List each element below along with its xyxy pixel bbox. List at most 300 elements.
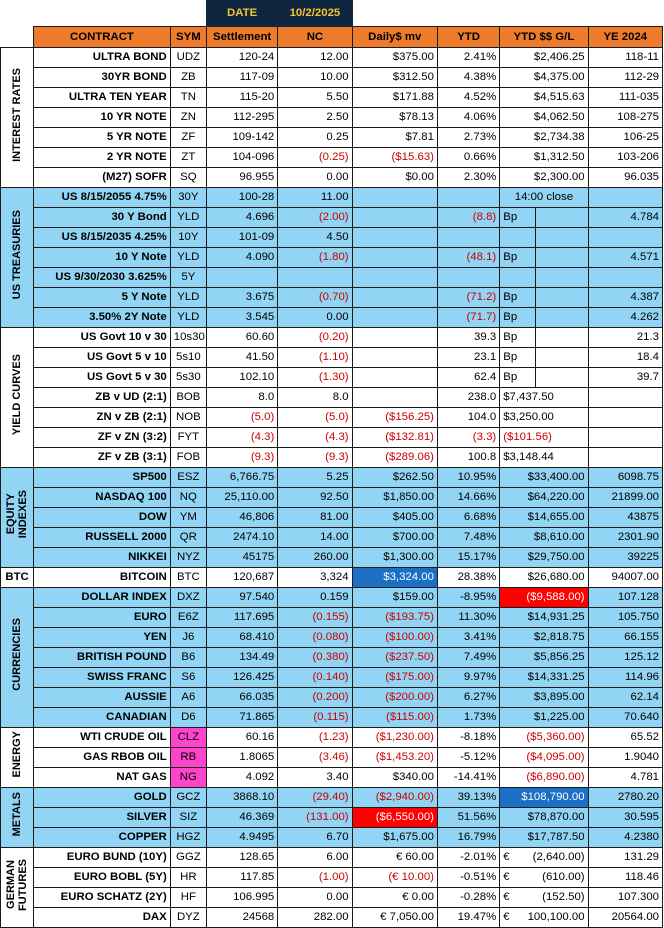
blank-cell bbox=[536, 348, 588, 368]
contract-name: 30YR BOND bbox=[34, 68, 171, 88]
currency-symbol: € bbox=[503, 891, 510, 903]
net-change-value: (0.380) bbox=[278, 648, 352, 668]
symbol: QR bbox=[170, 528, 206, 548]
contract-name: ZN v ZB (2:1) bbox=[34, 408, 171, 428]
table-row bbox=[1, 468, 663, 488]
daily-mv-value bbox=[352, 248, 437, 268]
group-label-equity bbox=[1, 468, 34, 568]
daily-mv-value: € 60.00 bbox=[352, 848, 437, 868]
ytd-gl-value bbox=[500, 868, 588, 888]
ye2024-value: 4.262 bbox=[588, 308, 662, 328]
ye2024-value: 65.52 bbox=[588, 728, 662, 748]
contract-name: DOW bbox=[34, 508, 171, 528]
ye2024-value: 4.2380 bbox=[588, 828, 662, 848]
table-row bbox=[1, 48, 663, 68]
net-change-value: (0.200) bbox=[278, 688, 352, 708]
settlement-value bbox=[206, 268, 277, 288]
symbol: HGZ bbox=[170, 828, 206, 848]
contract-name: NIKKEI bbox=[34, 548, 171, 568]
settlement-value: (9.3) bbox=[206, 448, 277, 468]
symbol: E6Z bbox=[170, 608, 206, 628]
daily-mv-value: ($1,453.20) bbox=[352, 748, 437, 768]
net-change-value: 10.00 bbox=[278, 68, 352, 88]
daily-mv-value bbox=[352, 388, 437, 408]
symbol: NYZ bbox=[170, 548, 206, 568]
contract-name: DOLLAR INDEX bbox=[34, 588, 171, 608]
group-label-yield-curves bbox=[1, 328, 34, 468]
settlement-value: 45175 bbox=[206, 548, 277, 568]
net-change-value: (1.80) bbox=[278, 248, 352, 268]
daily-mv-value: € 0.00 bbox=[352, 888, 437, 908]
symbol: ZT bbox=[170, 148, 206, 168]
symbol: ESZ bbox=[170, 468, 206, 488]
unit-label bbox=[500, 228, 536, 248]
contract-name: ZB v UD (2:1) bbox=[34, 388, 171, 408]
group-label-text: EQUITY INDEXES bbox=[5, 490, 30, 539]
ytd-gl-value: $2,818.75 bbox=[500, 628, 588, 648]
table-row bbox=[1, 248, 663, 268]
ytd-gl-value: $64,220.00 bbox=[500, 488, 588, 508]
settlement-value: 24568 bbox=[206, 908, 277, 928]
group-label-text: CURRENCIES bbox=[11, 618, 24, 691]
settlement-value: 4.090 bbox=[206, 248, 277, 268]
table-row bbox=[1, 688, 663, 708]
table-row bbox=[1, 768, 663, 788]
contract-name: RUSSELL 2000 bbox=[34, 528, 171, 548]
table-row bbox=[1, 348, 663, 368]
table-row bbox=[1, 488, 663, 508]
close-note: 14:00 close bbox=[500, 188, 588, 208]
unit-label bbox=[500, 268, 536, 288]
ytd-gl-value bbox=[500, 908, 588, 928]
ytd-gl-value: $4,515.63 bbox=[500, 88, 588, 108]
daily-mv-value bbox=[352, 208, 437, 228]
ytd-value: 19.47% bbox=[437, 908, 499, 928]
net-change-value: (0.155) bbox=[278, 608, 352, 628]
col-contract: CONTRACT bbox=[34, 27, 171, 48]
unit-label: Bp bbox=[500, 348, 536, 368]
settlement-value: 97.540 bbox=[206, 588, 277, 608]
daily-mv-value bbox=[352, 308, 437, 328]
ye2024-value bbox=[588, 228, 662, 248]
symbol: YLD bbox=[170, 208, 206, 228]
contract-name: NASDAQ 100 bbox=[34, 488, 171, 508]
daily-mv-value: $171.88 bbox=[352, 88, 437, 108]
col-nc: NC bbox=[278, 27, 352, 48]
daily-mv-value: $375.00 bbox=[352, 48, 437, 68]
ye2024-value: 1.9040 bbox=[588, 748, 662, 768]
ye2024-value: 4.781 bbox=[588, 768, 662, 788]
symbol: 5Y bbox=[170, 268, 206, 288]
symbol: 5s30 bbox=[170, 368, 206, 388]
settlement-value: 71.865 bbox=[206, 708, 277, 728]
ytd-value bbox=[437, 268, 499, 288]
table-row bbox=[1, 388, 663, 408]
table-row bbox=[1, 828, 663, 848]
ye2024-value: 114.96 bbox=[588, 668, 662, 688]
ytd-gl-value: $3,148.44 bbox=[500, 448, 588, 468]
contract-name: BRITISH POUND bbox=[34, 648, 171, 668]
net-change-value: 11.00 bbox=[278, 188, 352, 208]
net-change-value: (0.70) bbox=[278, 288, 352, 308]
daily-mv-value: $1,850.00 bbox=[352, 488, 437, 508]
net-change-value: (0.115) bbox=[278, 708, 352, 728]
ye2024-value: 4.387 bbox=[588, 288, 662, 308]
table-row bbox=[1, 588, 663, 608]
table-row bbox=[1, 548, 663, 568]
daily-mv-value: $159.00 bbox=[352, 588, 437, 608]
contract-name: 5 Y Note bbox=[34, 288, 171, 308]
ytd-value: 4.38% bbox=[437, 68, 499, 88]
ye2024-value: 43875 bbox=[588, 508, 662, 528]
contract-name: US 9/30/2030 3.625% bbox=[34, 268, 171, 288]
settlement-value: 60.60 bbox=[206, 328, 277, 348]
table-row bbox=[1, 88, 663, 108]
ye2024-value: 4.784 bbox=[588, 208, 662, 228]
contract-name: ULTRA BOND bbox=[34, 48, 171, 68]
ye2024-value: 94007.00 bbox=[588, 568, 662, 588]
ytd-value: -8.95% bbox=[437, 588, 499, 608]
ye2024-value: 106-25 bbox=[588, 128, 662, 148]
symbol: BOB bbox=[170, 388, 206, 408]
ye2024-value: 39.7 bbox=[588, 368, 662, 388]
blank-cell bbox=[536, 248, 588, 268]
settlement-value: 117-09 bbox=[206, 68, 277, 88]
contract-name: US 8/15/2035 4.25% bbox=[34, 228, 171, 248]
ye2024-value: 111-035 bbox=[588, 88, 662, 108]
contract-name: 2 YR NOTE bbox=[34, 148, 171, 168]
ye2024-value: 96.035 bbox=[588, 168, 662, 188]
ye2024-value: 131.29 bbox=[588, 848, 662, 868]
ytd-value: 7.49% bbox=[437, 648, 499, 668]
table-row bbox=[1, 568, 663, 588]
net-change-value: 5.50 bbox=[278, 88, 352, 108]
symbol: S6 bbox=[170, 668, 206, 688]
ytd-value: (71.7) bbox=[437, 308, 499, 328]
contract-name: CANADIAN bbox=[34, 708, 171, 728]
table-row bbox=[1, 748, 663, 768]
settlement-value: 106.995 bbox=[206, 888, 277, 908]
symbol: YLD bbox=[170, 248, 206, 268]
ytd-gl-value bbox=[500, 848, 588, 868]
net-change-value: 92.50 bbox=[278, 488, 352, 508]
ye2024-value: 105.750 bbox=[588, 608, 662, 628]
ye2024-value: 62.14 bbox=[588, 688, 662, 708]
col-ytd-gl: YTD $$ G/L bbox=[500, 27, 588, 48]
symbol: 10Y bbox=[170, 228, 206, 248]
net-change-value: 2.50 bbox=[278, 108, 352, 128]
ytd-gl-value: $14,931.25 bbox=[500, 608, 588, 628]
table-row bbox=[1, 888, 663, 908]
ye2024-value: 18.4 bbox=[588, 348, 662, 368]
ytd-value: -5.12% bbox=[437, 748, 499, 768]
currency-symbol: € bbox=[503, 851, 510, 863]
table-row bbox=[1, 128, 663, 148]
group-label-us-treasuries bbox=[1, 188, 34, 328]
contract-name: US 8/15/2055 4.75% bbox=[34, 188, 171, 208]
symbol: D6 bbox=[170, 708, 206, 728]
symbol: HF bbox=[170, 888, 206, 908]
col-daily: Daily$ mv bbox=[352, 27, 437, 48]
ytd-value: 28.38% bbox=[437, 568, 499, 588]
ytd-value: 15.17% bbox=[437, 548, 499, 568]
net-change-value: (5.0) bbox=[278, 408, 352, 428]
ytd-value: -14.41% bbox=[437, 768, 499, 788]
settlement-value: (5.0) bbox=[206, 408, 277, 428]
table-row bbox=[1, 68, 663, 88]
settlement-value: 112-295 bbox=[206, 108, 277, 128]
ye2024-value: 107.128 bbox=[588, 588, 662, 608]
ytd-gl-value: $5,856.25 bbox=[500, 648, 588, 668]
ye2024-value: 4.571 bbox=[588, 248, 662, 268]
net-change-value: (1.23) bbox=[278, 728, 352, 748]
group-label-text: METALS bbox=[11, 792, 24, 837]
settlement-value: 1.8065 bbox=[206, 748, 277, 768]
date-row bbox=[1, 1, 663, 27]
contract-name: 5 YR NOTE bbox=[34, 128, 171, 148]
contract-name: GAS RBOB OIL bbox=[34, 748, 171, 768]
ytd-value: 10.95% bbox=[437, 468, 499, 488]
table-row bbox=[1, 108, 663, 128]
net-change-value: 0.00 bbox=[278, 888, 352, 908]
contract-name: YEN bbox=[34, 628, 171, 648]
net-change-value: (1.10) bbox=[278, 348, 352, 368]
ye2024-value: 118-11 bbox=[588, 48, 662, 68]
settlement-value: 96.955 bbox=[206, 168, 277, 188]
currency-symbol: € bbox=[503, 911, 510, 923]
contract-name: US Govt 5 v 30 bbox=[34, 368, 171, 388]
ye2024-value: 125.12 bbox=[588, 648, 662, 668]
table-row bbox=[1, 908, 663, 928]
contract-name: WTI CRUDE OIL bbox=[34, 728, 171, 748]
symbol: NG bbox=[170, 768, 206, 788]
symbol: YLD bbox=[170, 308, 206, 328]
ytd-value: 104.0 bbox=[437, 408, 499, 428]
symbol: 5s10 bbox=[170, 348, 206, 368]
net-change-value: (4.3) bbox=[278, 428, 352, 448]
table-row bbox=[1, 448, 663, 468]
net-change-value: (131.00) bbox=[278, 808, 352, 828]
contract-name: 10 YR NOTE bbox=[34, 108, 171, 128]
ye2024-value bbox=[588, 268, 662, 288]
ytd-value: 39.3 bbox=[437, 328, 499, 348]
ytd-gl-value: $2,406.25 bbox=[500, 48, 588, 68]
ytd-gl-value: $4,062.50 bbox=[500, 108, 588, 128]
ye2024-value: 112-29 bbox=[588, 68, 662, 88]
col-settlement: Settlement bbox=[206, 27, 277, 48]
ye2024-value: 30.595 bbox=[588, 808, 662, 828]
daily-mv-value: ($289.06) bbox=[352, 448, 437, 468]
settlement-value: 117.85 bbox=[206, 868, 277, 888]
group-label-metals bbox=[1, 788, 34, 848]
contract-name: US Govt 10 v 30 bbox=[34, 328, 171, 348]
net-change-value: (1.00) bbox=[278, 868, 352, 888]
settlement-value: 68.410 bbox=[206, 628, 277, 648]
contract-name: ZF v ZN (3:2) bbox=[34, 428, 171, 448]
ytd-value: 62.4 bbox=[437, 368, 499, 388]
symbol: DYZ bbox=[170, 908, 206, 928]
table-row bbox=[1, 648, 663, 668]
settlement-value: 109-142 bbox=[206, 128, 277, 148]
daily-mv-value: € 7,050.00 bbox=[352, 908, 437, 928]
settlement-value: 134.49 bbox=[206, 648, 277, 668]
contract-name: AUSSIE bbox=[34, 688, 171, 708]
table-row bbox=[1, 708, 663, 728]
symbol: GCZ bbox=[170, 788, 206, 808]
ytd-gl-value: ($101.56) bbox=[500, 428, 588, 448]
ytd-value: 1.73% bbox=[437, 708, 499, 728]
blank-cell bbox=[536, 328, 588, 348]
unit-label: Bp bbox=[500, 328, 536, 348]
daily-mv-value: $1,300.00 bbox=[352, 548, 437, 568]
ytd-gl-amount: (610.00) bbox=[542, 871, 585, 883]
settlement-value: 4.9495 bbox=[206, 828, 277, 848]
ytd-value: 2.30% bbox=[437, 168, 499, 188]
ytd-gl-value: $29,750.00 bbox=[500, 548, 588, 568]
group-label-energy bbox=[1, 728, 34, 788]
ytd-value: -0.28% bbox=[437, 888, 499, 908]
ye2024-value bbox=[588, 388, 662, 408]
ytd-value: 100.8 bbox=[437, 448, 499, 468]
contract-name: ZF v ZB (3:1) bbox=[34, 448, 171, 468]
group-label-german bbox=[1, 848, 34, 928]
daily-mv-value bbox=[352, 228, 437, 248]
daily-mv-value: ($15.63) bbox=[352, 148, 437, 168]
blank-cell bbox=[536, 268, 588, 288]
unit-label: Bp bbox=[500, 288, 536, 308]
contract-name: 3.50% 2Y Note bbox=[34, 308, 171, 328]
daily-mv-value bbox=[352, 268, 437, 288]
daily-mv-value bbox=[352, 348, 437, 368]
daily-mv-value bbox=[352, 368, 437, 388]
date-label: DATE bbox=[206, 1, 277, 27]
ytd-gl-value: $26,680.00 bbox=[500, 568, 588, 588]
ytd-gl-value: $33,400.00 bbox=[500, 468, 588, 488]
net-change-value: 4.50 bbox=[278, 228, 352, 248]
net-change-value: 3.40 bbox=[278, 768, 352, 788]
ye2024-value: 66.155 bbox=[588, 628, 662, 648]
ytd-value: 2.41% bbox=[437, 48, 499, 68]
daily-mv-value: $312.50 bbox=[352, 68, 437, 88]
contract-name: EURO SCHATZ (2Y) bbox=[34, 888, 171, 908]
col-ytd: YTD bbox=[437, 27, 499, 48]
date-value: 10/2/2025 bbox=[278, 1, 352, 27]
contract-name: DAX bbox=[34, 908, 171, 928]
symbol: NQ bbox=[170, 488, 206, 508]
net-change-value: 260.00 bbox=[278, 548, 352, 568]
contract-name: US Govt 5 v 10 bbox=[34, 348, 171, 368]
ytd-gl-value: ($6,890.00) bbox=[500, 768, 588, 788]
contract-name: EURO BOBL (5Y) bbox=[34, 868, 171, 888]
ytd-value: 7.48% bbox=[437, 528, 499, 548]
settlement-value: 6,766.75 bbox=[206, 468, 277, 488]
ytd-gl-value: ($5,360.00) bbox=[500, 728, 588, 748]
ytd-value: 6.27% bbox=[437, 688, 499, 708]
ytd-value: 4.52% bbox=[437, 88, 499, 108]
group-label-text: YIELD CURVES bbox=[11, 353, 24, 436]
symbol: UDZ bbox=[170, 48, 206, 68]
ye2024-value bbox=[588, 408, 662, 428]
ytd-value: -8.18% bbox=[437, 728, 499, 748]
ytd-gl-value: $2,300.00 bbox=[500, 168, 588, 188]
daily-mv-value: ($100.00) bbox=[352, 628, 437, 648]
group-label-currencies bbox=[1, 588, 34, 728]
contract-name: EURO BUND (10Y) bbox=[34, 848, 171, 868]
contract-name: 10 Y Note bbox=[34, 248, 171, 268]
group-label-text: US TREASURIES bbox=[11, 209, 24, 300]
settlement-value: 8.0 bbox=[206, 388, 277, 408]
net-change-value: 282.00 bbox=[278, 908, 352, 928]
ye2024-value: 107.300 bbox=[588, 888, 662, 908]
symbol: SQ bbox=[170, 168, 206, 188]
blank-cell bbox=[536, 228, 588, 248]
symbol: ZN bbox=[170, 108, 206, 128]
symbol: BTC bbox=[170, 568, 206, 588]
symbol: TN bbox=[170, 88, 206, 108]
ytd-gl-value: $78,870.00 bbox=[500, 808, 588, 828]
settlement-value: (4.3) bbox=[206, 428, 277, 448]
ye2024-value: 108-275 bbox=[588, 108, 662, 128]
settlement-value: 120,687 bbox=[206, 568, 277, 588]
net-change-value: (1.30) bbox=[278, 368, 352, 388]
table-row bbox=[1, 228, 663, 248]
ytd-value: 11.30% bbox=[437, 608, 499, 628]
blank-cell bbox=[536, 288, 588, 308]
table-row bbox=[1, 308, 663, 328]
group-label-interest-rates bbox=[1, 48, 34, 188]
ytd-value: 3.41% bbox=[437, 628, 499, 648]
contract-name: BITCOIN bbox=[34, 568, 171, 588]
ytd-gl-value: $1,225.00 bbox=[500, 708, 588, 728]
daily-mv-value bbox=[352, 288, 437, 308]
ytd-value: -0.51% bbox=[437, 868, 499, 888]
ytd-value bbox=[437, 188, 499, 208]
col-ye2024: YE 2024 bbox=[588, 27, 662, 48]
net-change-value: (2.00) bbox=[278, 208, 352, 228]
blank-cell bbox=[536, 308, 588, 328]
settlement-value: 4.092 bbox=[206, 768, 277, 788]
daily-mv-value: ($115.00) bbox=[352, 708, 437, 728]
symbol: ZF bbox=[170, 128, 206, 148]
ytd-value: (71.2) bbox=[437, 288, 499, 308]
net-change-value: (3.46) bbox=[278, 748, 352, 768]
net-change-value: (29.40) bbox=[278, 788, 352, 808]
net-change-value bbox=[278, 268, 352, 288]
ytd-gl-value: $108,790.00 bbox=[500, 788, 588, 808]
net-change-value: 0.00 bbox=[278, 308, 352, 328]
net-change-value: 14.00 bbox=[278, 528, 352, 548]
ytd-gl-amount: 100,100.00 bbox=[527, 911, 585, 923]
net-change-value: 0.159 bbox=[278, 588, 352, 608]
daily-mv-value bbox=[352, 328, 437, 348]
ytd-gl-value: $1,312.50 bbox=[500, 148, 588, 168]
ye2024-value bbox=[588, 188, 662, 208]
ytd-gl-value: $8,610.00 bbox=[500, 528, 588, 548]
table-row bbox=[1, 808, 663, 828]
daily-mv-value: $3,324.00 bbox=[352, 568, 437, 588]
ye2024-value: 2301.90 bbox=[588, 528, 662, 548]
table-row bbox=[1, 288, 663, 308]
symbol: 30Y bbox=[170, 188, 206, 208]
daily-mv-value: $340.00 bbox=[352, 768, 437, 788]
daily-mv-value: ($193.75) bbox=[352, 608, 437, 628]
contract-name: SILVER bbox=[34, 808, 171, 828]
ye2024-value: 2780.20 bbox=[588, 788, 662, 808]
net-change-value: (9.3) bbox=[278, 448, 352, 468]
table-row bbox=[1, 268, 663, 288]
symbol: YM bbox=[170, 508, 206, 528]
daily-mv-value: ($1,230.00) bbox=[352, 728, 437, 748]
